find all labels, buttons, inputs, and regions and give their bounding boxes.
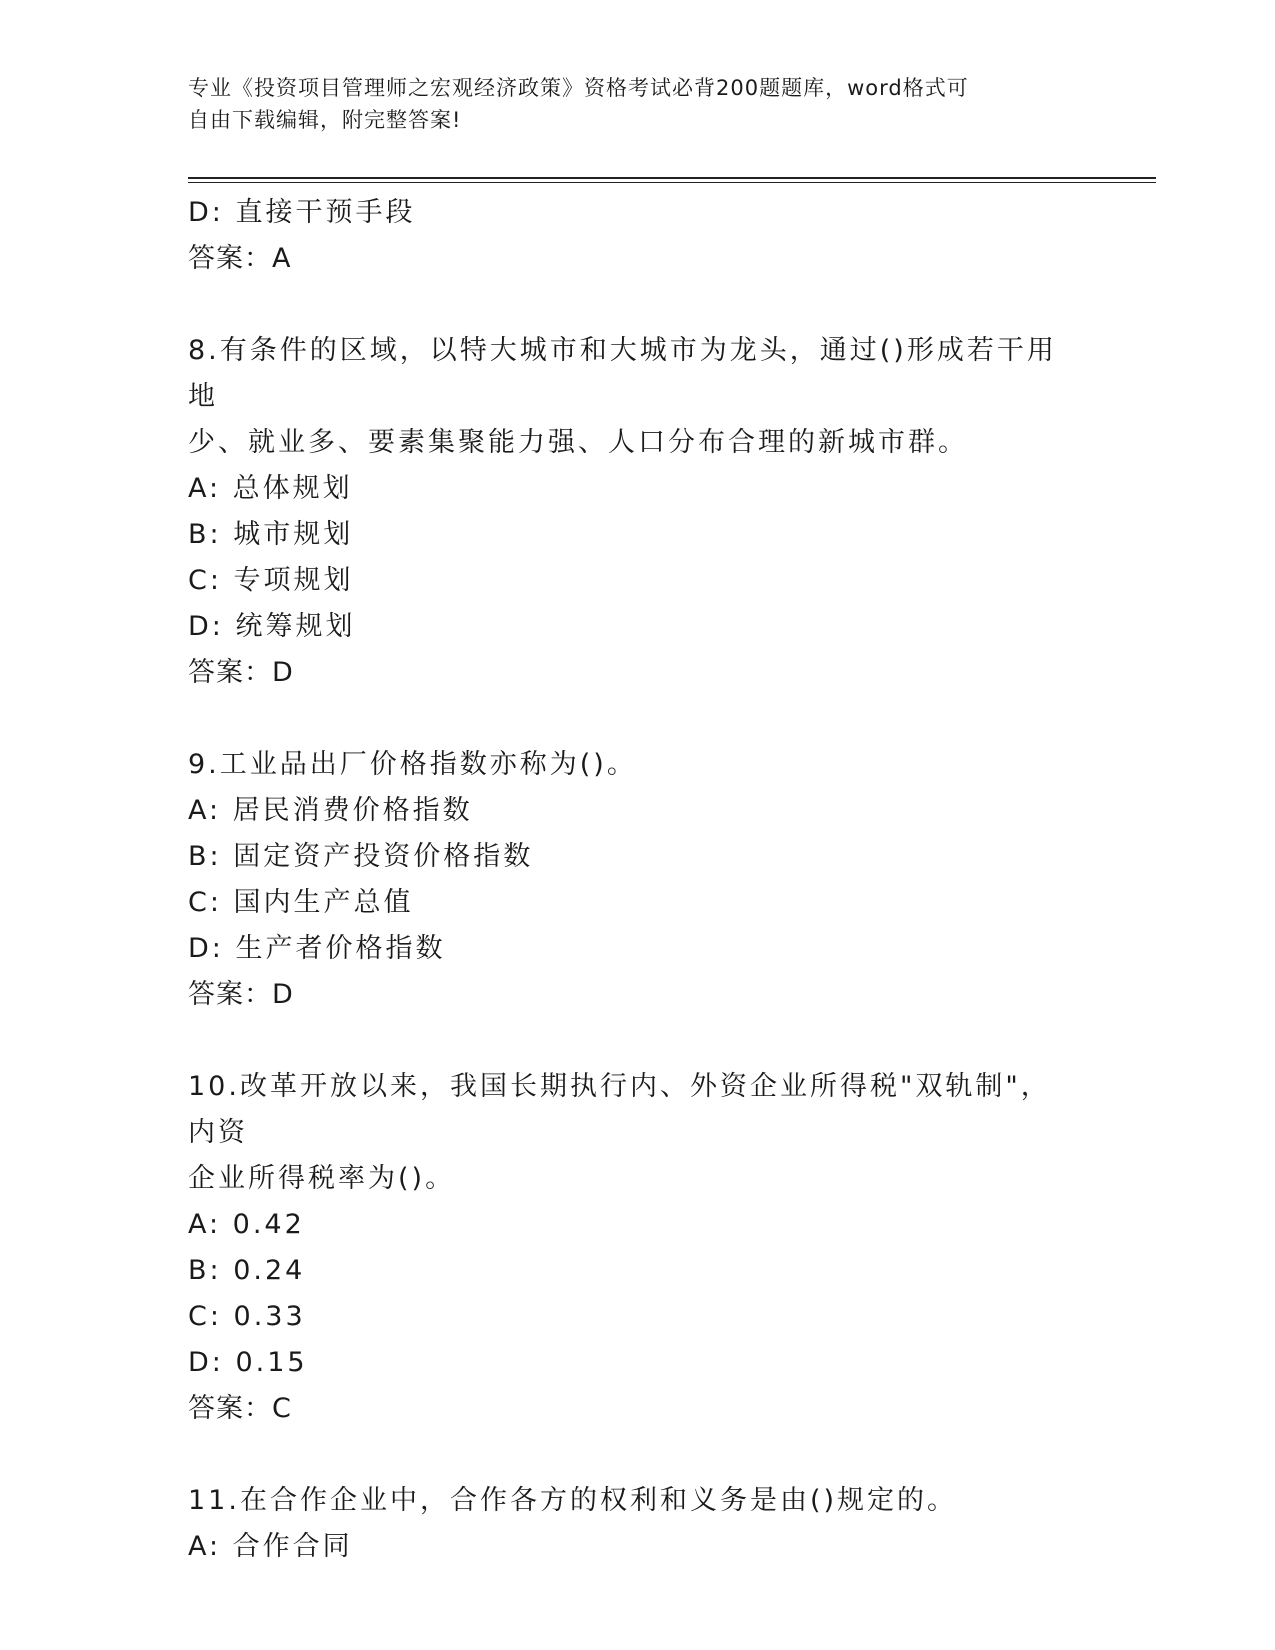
document-header — [188, 72, 1088, 136]
option-a: A: 总体规划 — [188, 473, 353, 504]
option-a: A: 0.42 — [188, 1209, 305, 1240]
question-8 — [188, 328, 1088, 696]
question-10 — [188, 1064, 1088, 1432]
question-stem-line: 9.工业品出厂价格指数亦称为()。 — [188, 749, 637, 780]
header-rule-thick — [188, 177, 1156, 179]
header-line-1: 专业《投资项目管理师之宏观经济政策》资格考试必背200题题库，word格式可 — [188, 76, 969, 100]
question-stem-line: 少、就业多、要素集聚能力强、人口分布合理的新城市群。 — [188, 427, 968, 458]
option-b: B: 城市规划 — [188, 519, 354, 550]
answer-line: 答案：C — [188, 1393, 292, 1424]
spacer — [188, 282, 1088, 328]
question-stem-line: 10.改革开放以来，我国长期执行内、外资企业所得税"双轨制"，内资 — [188, 1071, 1051, 1148]
question-stem-line: 8.有条件的区域，以特大城市和大城市为龙头，通过()形成若干用地 — [188, 335, 1057, 412]
option-c: C: 专项规划 — [188, 565, 354, 596]
option-a: A: 合作合同 — [188, 1531, 353, 1562]
header-line-2: 自由下载编辑，附完整答案! — [188, 108, 462, 132]
question-7-tail — [188, 190, 1088, 282]
option-c: C: 0.33 — [188, 1301, 306, 1332]
option-b: B: 0.24 — [188, 1255, 306, 1286]
question-list — [188, 190, 1088, 1570]
question-stem-line: 企业所得税率为()。 — [188, 1163, 456, 1194]
option-c: C: 国内生产总值 — [188, 887, 414, 918]
option-d: D: 统筹规划 — [188, 611, 356, 642]
question-stem-line: 11.在合作企业中，合作各方的权利和义务是由()规定的。 — [188, 1485, 958, 1516]
option-a: A: 居民消费价格指数 — [188, 795, 473, 826]
answer-line: 答案：D — [188, 979, 294, 1010]
option-d: D: 生产者价格指数 — [188, 933, 446, 964]
option-d: D: 直接干预手段 — [188, 197, 416, 228]
option-b: B: 固定资产投资价格指数 — [188, 841, 534, 872]
question-11 — [188, 1478, 1088, 1570]
header-rule-thin — [188, 182, 1156, 183]
answer-line: 答案：D — [188, 657, 294, 688]
spacer — [188, 1018, 1088, 1064]
option-d: D: 0.15 — [188, 1347, 308, 1378]
question-9 — [188, 742, 1088, 1018]
spacer — [188, 1432, 1088, 1478]
answer-line: 答案：A — [188, 243, 292, 274]
spacer — [188, 696, 1088, 742]
